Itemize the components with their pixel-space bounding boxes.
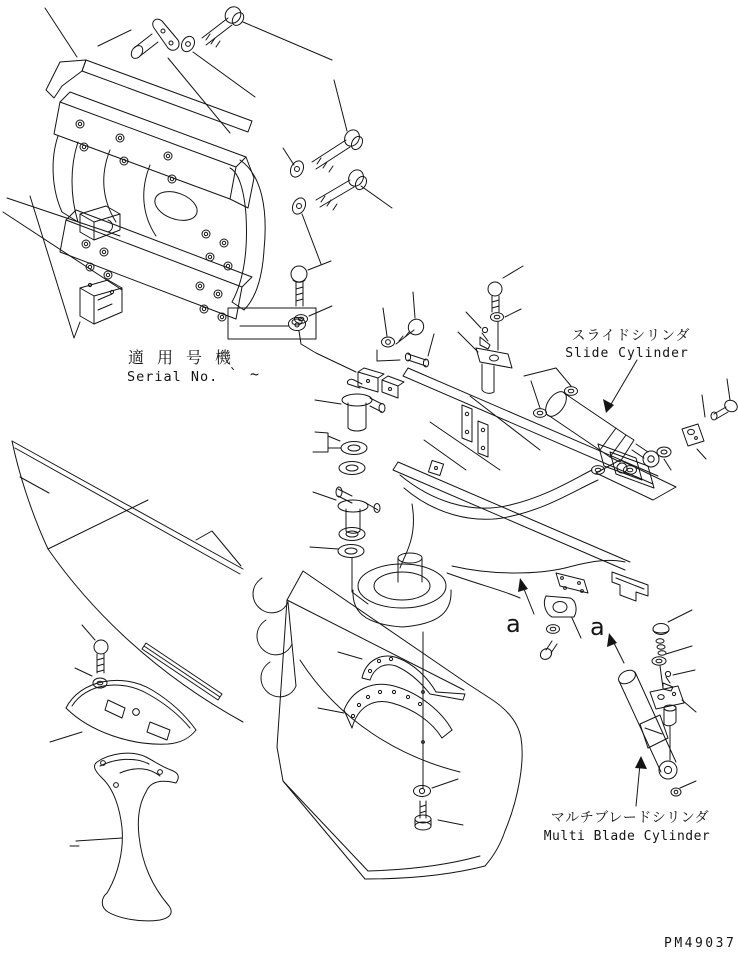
serial-heading-en: Serial No. (127, 369, 219, 385)
multi-blade-cylinder-label (544, 756, 711, 844)
view-a-callouts (506, 573, 624, 663)
view-label-a2: a (590, 613, 605, 641)
guide-block-upper (80, 206, 120, 240)
slide-cylinder-arrow (610, 360, 637, 406)
mounting-frame-assembly (46, 60, 265, 321)
multi-blade-label-en: Multi Blade Cylinder (543, 829, 711, 844)
guide-block-lower (80, 280, 122, 324)
drawing-number: PM49037 (664, 936, 737, 951)
slide-cylinder-group (524, 368, 738, 500)
crescent-guide-plate (50, 680, 196, 744)
slide-cylinder-label-ja: スライドシリンダ (571, 328, 691, 344)
slide-cylinder-label (565, 328, 690, 413)
view-label-a1: a (506, 610, 521, 638)
blade-right (277, 571, 522, 879)
pedestal-column (70, 753, 178, 921)
top-pin-washer-bolt (45, 4, 332, 133)
multi-blade-label-ja: マルチブレードシリンダ (550, 810, 710, 826)
mid-bolts-washers (283, 80, 392, 264)
frame-leader-lines (3, 196, 122, 338)
serial-tick-mark: ` (229, 367, 238, 383)
slide-cylinder-label-en: Slide Cylinder (565, 346, 689, 361)
serial-box-group (228, 261, 356, 372)
serial-heading-ja: 適用号機 (128, 348, 245, 367)
multi-blade-arrow (636, 764, 640, 806)
circle-frame-assembly (310, 266, 658, 627)
serial-number-note (127, 348, 259, 385)
serial-tilde-mark: ~ (250, 365, 260, 383)
blade-left (12, 441, 296, 722)
multi-blade-cylinder-group (616, 610, 696, 796)
